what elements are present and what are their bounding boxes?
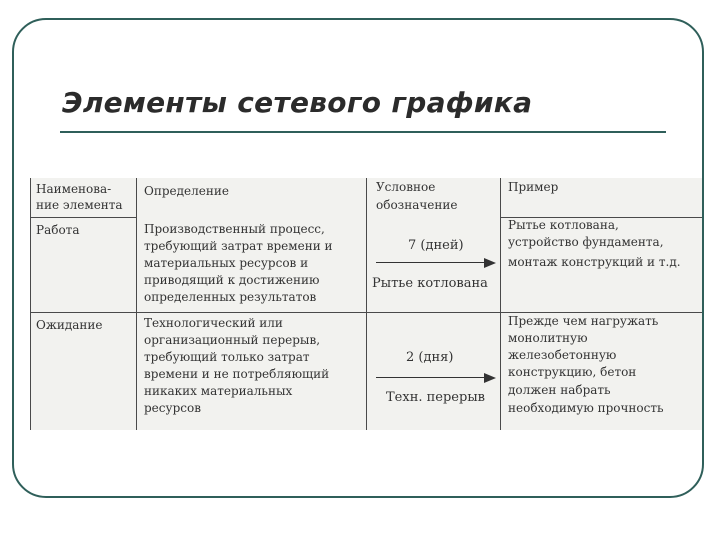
row-wait-name: Ожидание xyxy=(36,318,103,332)
row-wait-arrow-head-icon xyxy=(484,373,496,383)
row-work-duration: 7 (дней) xyxy=(408,238,464,253)
header-notation-line-2: обозначение xyxy=(376,198,458,212)
slide-title: Элементы сетевого графика xyxy=(62,86,533,119)
column-divider-1 xyxy=(136,178,137,430)
row-wait-duration: 2 (дня) xyxy=(406,350,454,365)
row-wait-example-line-2: монолитную xyxy=(508,331,588,345)
row-work-definition-line-2: требующий затрат времени и xyxy=(144,239,333,253)
title-underline xyxy=(60,131,666,133)
row-wait-example-line-6: необходимую прочность xyxy=(508,401,664,415)
row-work-definition-line-4: приводящий к достижению xyxy=(144,273,320,287)
row-wait-definition-line-3: требующий только затрат xyxy=(144,350,310,364)
header-definition: Определение xyxy=(144,184,229,198)
row-wait-definition-line-2: организационный перерыв, xyxy=(144,333,321,347)
row-work-example-line-1: Рытье котлована, xyxy=(508,218,619,232)
column-divider-2 xyxy=(366,178,367,430)
row-work-arrow-head-icon xyxy=(484,258,496,268)
row-work-arrow-caption: Рытье котлована xyxy=(372,276,488,291)
header-divider-left xyxy=(30,217,136,218)
row-work-definition-line-3: материальных ресурсов и xyxy=(144,256,309,270)
row-work-name: Работа xyxy=(36,223,80,237)
row-work-definition-line-5: определенных результатов xyxy=(144,290,317,304)
row-wait-example-line-4: конструкцию, бетон xyxy=(508,365,637,379)
row-work-arrow-line xyxy=(376,262,486,263)
row-wait-definition-line-6: ресурсов xyxy=(144,401,201,415)
network-elements-table xyxy=(30,178,702,430)
row-wait-definition-line-1: Технологический или xyxy=(144,316,283,330)
column-divider-3 xyxy=(500,178,501,430)
row-divider xyxy=(30,312,702,313)
row-wait-arrow-line xyxy=(376,377,486,378)
row-wait-example-line-3: железобетонную xyxy=(508,348,617,362)
header-notation-line-1: Условное xyxy=(376,180,436,194)
row-wait-definition-line-4: времени и не потребляющий xyxy=(144,367,330,381)
header-name-line-1: Наименова- xyxy=(36,182,112,196)
header-example: Пример xyxy=(508,180,559,194)
table-left-border xyxy=(30,178,31,430)
row-work-definition-line-1: Производственный процесс, xyxy=(144,222,325,236)
row-wait-arrow-caption: Техн. перерыв xyxy=(386,390,485,405)
row-wait-example-line-1: Прежде чем нагружать xyxy=(508,314,659,328)
header-name-line-2: ние элемента xyxy=(36,198,123,212)
row-wait-example-line-5: должен набрать xyxy=(508,383,611,397)
row-wait-definition-line-5: никаких материальных xyxy=(144,384,293,398)
row-work-example-line-3: монтаж конструкций и т.д. xyxy=(508,255,681,269)
row-work-example-line-2: устройство фундамента, xyxy=(508,235,664,249)
